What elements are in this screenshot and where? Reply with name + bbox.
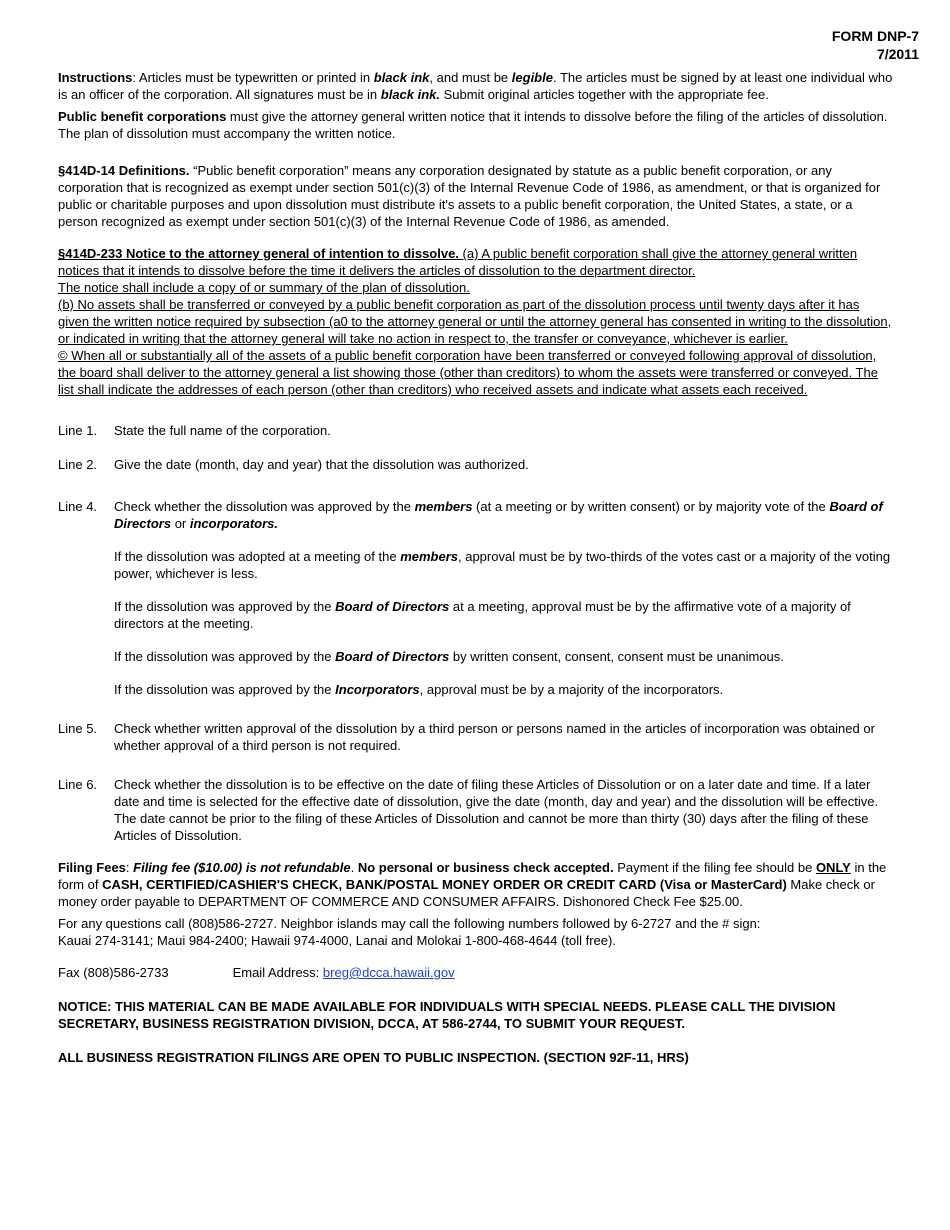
instructions-label: Instructions xyxy=(58,70,133,85)
line-4-p1-text-3: or xyxy=(171,516,190,531)
instructions-black-ink-2: black ink. xyxy=(380,87,441,102)
public-inspection-notice: ALL BUSINESS REGISTRATION FILINGS ARE OPEN TO PUBLIC INSPECTION. (SECTION 92F-11, HRS) xyxy=(58,1050,689,1065)
line-4-p1-text-2: (at a meeting or by written consent) or by majority vote of the xyxy=(472,499,830,514)
line-4-p4-text-1: If the dissolution was approved by the xyxy=(114,649,336,664)
line-6-text: Check whether the dissolution is to be effective on the date of filing these Articles of Dissolution or on a later date and time. If a later date and time is selected for the effective date of dissolution, give the date (month, day and year) and the dissolution will be effective. The date cannot be prior to the filing of these Articles of Dissolution and cannot be more than thirty (30) days after the filing of these Articles of Dissolution. xyxy=(114,777,879,843)
notice-ag-a-text2: The notice shall include a copy of or summary of the plan of dissolution. xyxy=(58,280,470,295)
line-6-label: Line 6. xyxy=(58,777,98,792)
line-4-para-4 xyxy=(114,648,893,665)
definitions-text: “Public benefit corporation” means any corporation designated by statute as a public benefit corporation, or any corporation that is recognized as exempt under section 501(c)(3) of the Internal Revenue Code of 1986, as amendment, or that is organized for public or charitable purposes and upon dissolution must distribute it's assets to a public benefit corporation, the United States, a state, or a person recognized as exempt under section 501(c)(3) of the Internal Revenue Code of 1986, as amended. xyxy=(58,163,881,229)
instructions-text-4: Submit original articles together with the appropriate fee. xyxy=(440,87,769,102)
filing-fees-text-3: Make check or money order payable to DEPARTMENT OF COMMERCE AND CONSUMER AFFAIRS. Dishonored Check Fee $25.00. xyxy=(58,877,875,909)
notice-ag-c: © When all or substantially all of the assets of a public benefit corporation have been transferred or conveyed following approval of dissolution, the board shall deliver to the attorney general a list showing those (other than creditors) to whom the assets were transferred or conveyed. The list shall indicate the addresses of each person (other than creditors) who received assets and indicate what assets each received. xyxy=(58,348,878,397)
line-4-para-3 xyxy=(114,598,893,632)
notice-ag-section xyxy=(58,245,893,398)
line-4-p3-text-1: If the dissolution was approved by the xyxy=(114,599,336,614)
line-4-p2-text-2: , approval must be by two-thirds of the votes cast or a majority of the voting power, whichever is less. xyxy=(114,549,891,581)
filing-fees-dot: . xyxy=(350,860,358,875)
line-4-item xyxy=(58,498,893,698)
line-4-p1-incorporators: incorporators. xyxy=(189,516,278,531)
line-5-item xyxy=(58,720,893,754)
form-date: 7/2011 xyxy=(876,46,919,62)
line-4-p1-members: members xyxy=(414,499,473,514)
line-1-label: Line 1. xyxy=(58,423,98,438)
notice-ag-a xyxy=(58,245,893,279)
form-number: FORM DNP-7 xyxy=(831,28,919,44)
pbc-notice-text: must give the attorney general written notice that it intends to dissolve before the filing of the articles of dissolution. The plan of dissolution must accompany the written notice. xyxy=(58,109,888,141)
line-4-label: Line 4. xyxy=(58,499,98,514)
special-needs-notice: NOTICE: THIS MATERIAL CAN BE MADE AVAILABLE FOR INDIVIDUALS WITH SPECIAL NEEDS. PLEASE CALL THE DIVISION SECRETARY, BUSINESS REGISTRATION DIVISION, DCCA, AT 586-2744, TO SUBMIT YOUR REQUEST. xyxy=(58,999,836,1031)
email-link[interactable]: breg@dcca.hawaii.gov xyxy=(322,965,455,980)
line-4-p4-board: Board of Directors xyxy=(335,649,450,664)
definitions-paragraph xyxy=(58,162,893,230)
line-5-text: Check whether written approval of the dissolution by a third person or persons named in the articles of incorporation was obtained or whether approval of a third person is not required. xyxy=(114,721,875,753)
instructions-text-2: , and must be xyxy=(429,70,512,85)
line-2-item xyxy=(58,456,893,473)
line-4-para-1 xyxy=(114,498,893,532)
line-4-p3-text-2: at a meeting, approval must be by the affirmative vote of a majority of directors at the meeting. xyxy=(114,599,851,631)
line-2-label: Line 2. xyxy=(58,457,98,472)
line-4-p2-members: members xyxy=(400,549,458,564)
notice-ag-a-text: (a) A public benefit corporation shall give the attorney general written notices that it intends to dissolve before the time it delivers the articles of dissolution to the department director. xyxy=(58,246,858,278)
phone-line-2: Kauai 274-3141; Maui 984-2400; Hawaii 974-4000, Lanai and Molokai 1-800-468-4644 (toll free). xyxy=(58,933,616,948)
only-label: ONLY xyxy=(815,860,851,875)
instructions-black-ink-1: black ink xyxy=(373,70,430,85)
instructions-sep: : xyxy=(132,70,139,85)
email-label: Email Address: xyxy=(232,965,323,980)
filing-fees-text-1: Payment if the filing fee should be xyxy=(613,860,816,875)
line-4-p5-incorporators: Incorporators xyxy=(335,682,420,697)
filing-fee-nonrefund: Filing fee ($10.00) is not refundable xyxy=(133,860,351,875)
line-4-p2-text-1: If the dissolution was adopted at a meeting of the xyxy=(114,549,401,564)
definitions-heading: §414D-14 Definitions. xyxy=(58,163,190,178)
instructions-legible: legible xyxy=(511,70,553,85)
line-5-label: Line 5. xyxy=(58,721,98,736)
fax-number: Fax (808)586-2733 xyxy=(58,965,169,980)
filing-fees-sep: : xyxy=(125,860,134,875)
filing-fees-label: Filing Fees xyxy=(58,860,126,875)
filing-fees-text-2: in the form of xyxy=(58,860,887,892)
phone-info xyxy=(58,915,893,949)
form-id-block xyxy=(832,27,919,63)
instructions-page xyxy=(58,69,893,1066)
pbc-notice-paragraph xyxy=(58,108,893,142)
filing-fees-paragraph xyxy=(58,859,893,910)
line-4-p3-board: Board of Directors xyxy=(335,599,450,614)
notice-ag-b: (b) No assets shall be transferred or conveyed by a public benefit corporation as part of the dissolution process until twenty days after it has given the written notice required by subsection (a0 to the attorney general or until the attorney general has consented in writing to the dissolution, or indicated in writing that the attorney general will take no action in respect to, the transfer or conveyance, whichever is earlier. xyxy=(58,297,892,346)
no-check-notice: No personal or business check accepted. xyxy=(357,860,614,875)
payment-forms: CASH, CERTIFIED/CASHIER'S CHECK, BANK/POSTAL MONEY ORDER OR CREDIT CARD (Visa or MasterCard) xyxy=(102,877,787,892)
notice-ag-heading: §414D-233 Notice to the attorney general of intention to dissolve. xyxy=(58,246,459,261)
line-4-para-5 xyxy=(114,681,893,698)
line-2-text: Give the date (month, day and year) that the dissolution was authorized. xyxy=(114,457,529,472)
line-4-p4-text-2: by written consent, consent, consent must be unanimous. xyxy=(449,649,784,664)
phone-line-1: For any questions call (808)586-2727. Neighbor islands may call the following numbers followed by 6-2727 and the # sign: xyxy=(58,916,761,931)
line-4-p5-text-1: If the dissolution was approved by the xyxy=(114,682,336,697)
line-1-item xyxy=(58,422,893,439)
line-4-p5-text-2: , approval must be by a majority of the incorporators. xyxy=(419,682,724,697)
instructions-paragraph xyxy=(58,69,893,103)
line-4-para-2 xyxy=(114,548,893,582)
contact-line xyxy=(58,964,893,981)
line-6-item xyxy=(58,776,893,844)
line-4-p1-text-1: Check whether the dissolution was approved by the xyxy=(114,499,415,514)
instructions-text-3: . The articles must be signed by at least one individual who is an officer of the corporation. All signatures must be in xyxy=(58,70,893,102)
line-1-text: State the full name of the corporation. xyxy=(114,423,331,438)
line-4-p1-board: Board of Directors xyxy=(114,499,883,531)
pbc-notice-bold: Public benefit corporations xyxy=(58,109,227,124)
instructions-text-1: Articles must be typewritten or printed in xyxy=(138,70,374,85)
